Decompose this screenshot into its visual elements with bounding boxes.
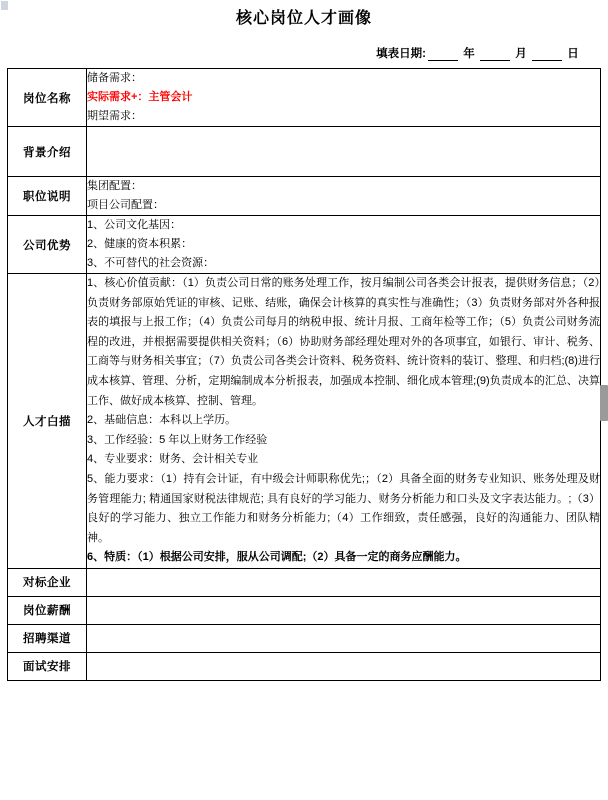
talent-para-traits: 6、特质：（1）根据公司安排，服从公司调配;（2）具备一定的商务应酬能力。 [87, 551, 467, 564]
row-value-recruitment-channel[interactable] [87, 624, 601, 652]
table-row [8, 652, 601, 680]
date-month-unit: 月 [515, 48, 527, 60]
date-line [0, 29, 608, 61]
line-group-config: 集团配置： [87, 180, 142, 192]
row-label-job-description: 职位说明 [8, 177, 87, 216]
table-row [8, 177, 601, 216]
row-value-job-description[interactable] [87, 177, 601, 216]
date-month-input[interactable] [480, 46, 510, 61]
row-value-interview-arrangement[interactable] [87, 652, 601, 680]
line-actual-demand: 实际需求+：主管会计 [87, 91, 193, 103]
corner-artifact [1, 1, 8, 10]
row-value-company-advantages[interactable] [87, 216, 601, 274]
row-value-talent-profile[interactable] [87, 274, 601, 569]
row-label-interview-arrangement: 面试安排 [8, 652, 87, 680]
vertical-scrollbar[interactable] [600, 0, 608, 800]
table-row [8, 216, 601, 274]
row-label-company-advantages: 公司优势 [8, 216, 87, 274]
line-expected-demand: 期望需求： [87, 110, 142, 122]
row-value-background[interactable] [87, 127, 601, 177]
date-label: 填表日期: [376, 48, 426, 60]
row-label-talent-profile: 人才白描 [8, 274, 87, 569]
row-label-background: 背景介绍 [8, 127, 87, 177]
talent-para-ability-requirement: 5、能力要求：（1）持有会计证，有中级会计师职称优先;；（2）具备全面的财务专业知识、账务处理及财务管理能力; 精通国家财税法律规范; 具有良好的学习能力、财务分析能力和口头及文字表达能力。;（3）良好的学习能力、独立工作能力和财务分析能力;（4）工作细致，责任感强，良好的沟通能力、团队精神。 [87, 472, 600, 544]
talent-para-core-value: 1、核心价值贡献：（1）负责公司日常的账务处理工作，按月编制公司各类会计报表，提供财务信息；（2）负责财务部原始凭证的审核、记账、结账，确保会计核算的真实性与准确性；（3）负责财务部对外各种报表的填报与上报工作；（4）负责公司每月的纳税申报、统计月报、工商年检等工作；（5）负责公司财务流程的改进，并根据需要提供相关资料；（6）协助财务部经理处理对外的各项事宜，如银行、审计、税务、工商等与财务相关事宜；（7）负责公司各类会计资料、税务资料、统计资料的装订、整理、和归档;(8)进行成本核算、管理、分析，定期编制成本分析报表，加强成本控制、细化成本管理;(9)负责成本的汇总、决算工作、做好成本核算、控制、管理。 [87, 277, 600, 407]
table-row [8, 596, 601, 624]
row-value-position-name[interactable] [87, 69, 601, 127]
line-reserve-demand: 储备需求： [87, 72, 142, 84]
table-row [8, 69, 601, 127]
date-day-unit: 日 [567, 48, 579, 60]
row-label-benchmark-company: 对标企业 [8, 568, 87, 596]
date-year-input[interactable] [428, 46, 458, 61]
table-row [8, 624, 601, 652]
scrollbar-thumb[interactable] [600, 385, 608, 421]
line-project-company-config: 项目公司配置： [87, 199, 164, 211]
line-capital-accumulation: 2、健康的资本积累： [87, 238, 193, 250]
talent-profile-form [7, 68, 601, 681]
talent-para-basic-info: 2、基础信息：本科以上学历。 [87, 414, 237, 427]
row-value-position-salary[interactable] [87, 596, 601, 624]
row-label-position-name: 岗位名称 [8, 69, 87, 127]
line-social-resources: 3、不可替代的社会资源： [87, 257, 215, 269]
line-culture-gene: 1、公司文化基因： [87, 219, 182, 231]
date-day-input[interactable] [532, 46, 562, 61]
row-value-benchmark-company[interactable] [87, 568, 601, 596]
table-row [8, 127, 601, 177]
talent-para-work-experience: 3、工作经验：5 年以上财务工作经验 [87, 433, 268, 446]
page-title: 核心岗位人才画像 [235, 10, 372, 27]
table-row-talent-profile [8, 274, 601, 569]
date-year-unit: 年 [463, 48, 475, 60]
talent-para-major-requirement: 4、专业要求：财务、会计相关专业 [87, 453, 259, 466]
row-label-position-salary: 岗位薪酬 [8, 596, 87, 624]
row-label-recruitment-channel: 招聘渠道 [8, 624, 87, 652]
table-row [8, 568, 601, 596]
